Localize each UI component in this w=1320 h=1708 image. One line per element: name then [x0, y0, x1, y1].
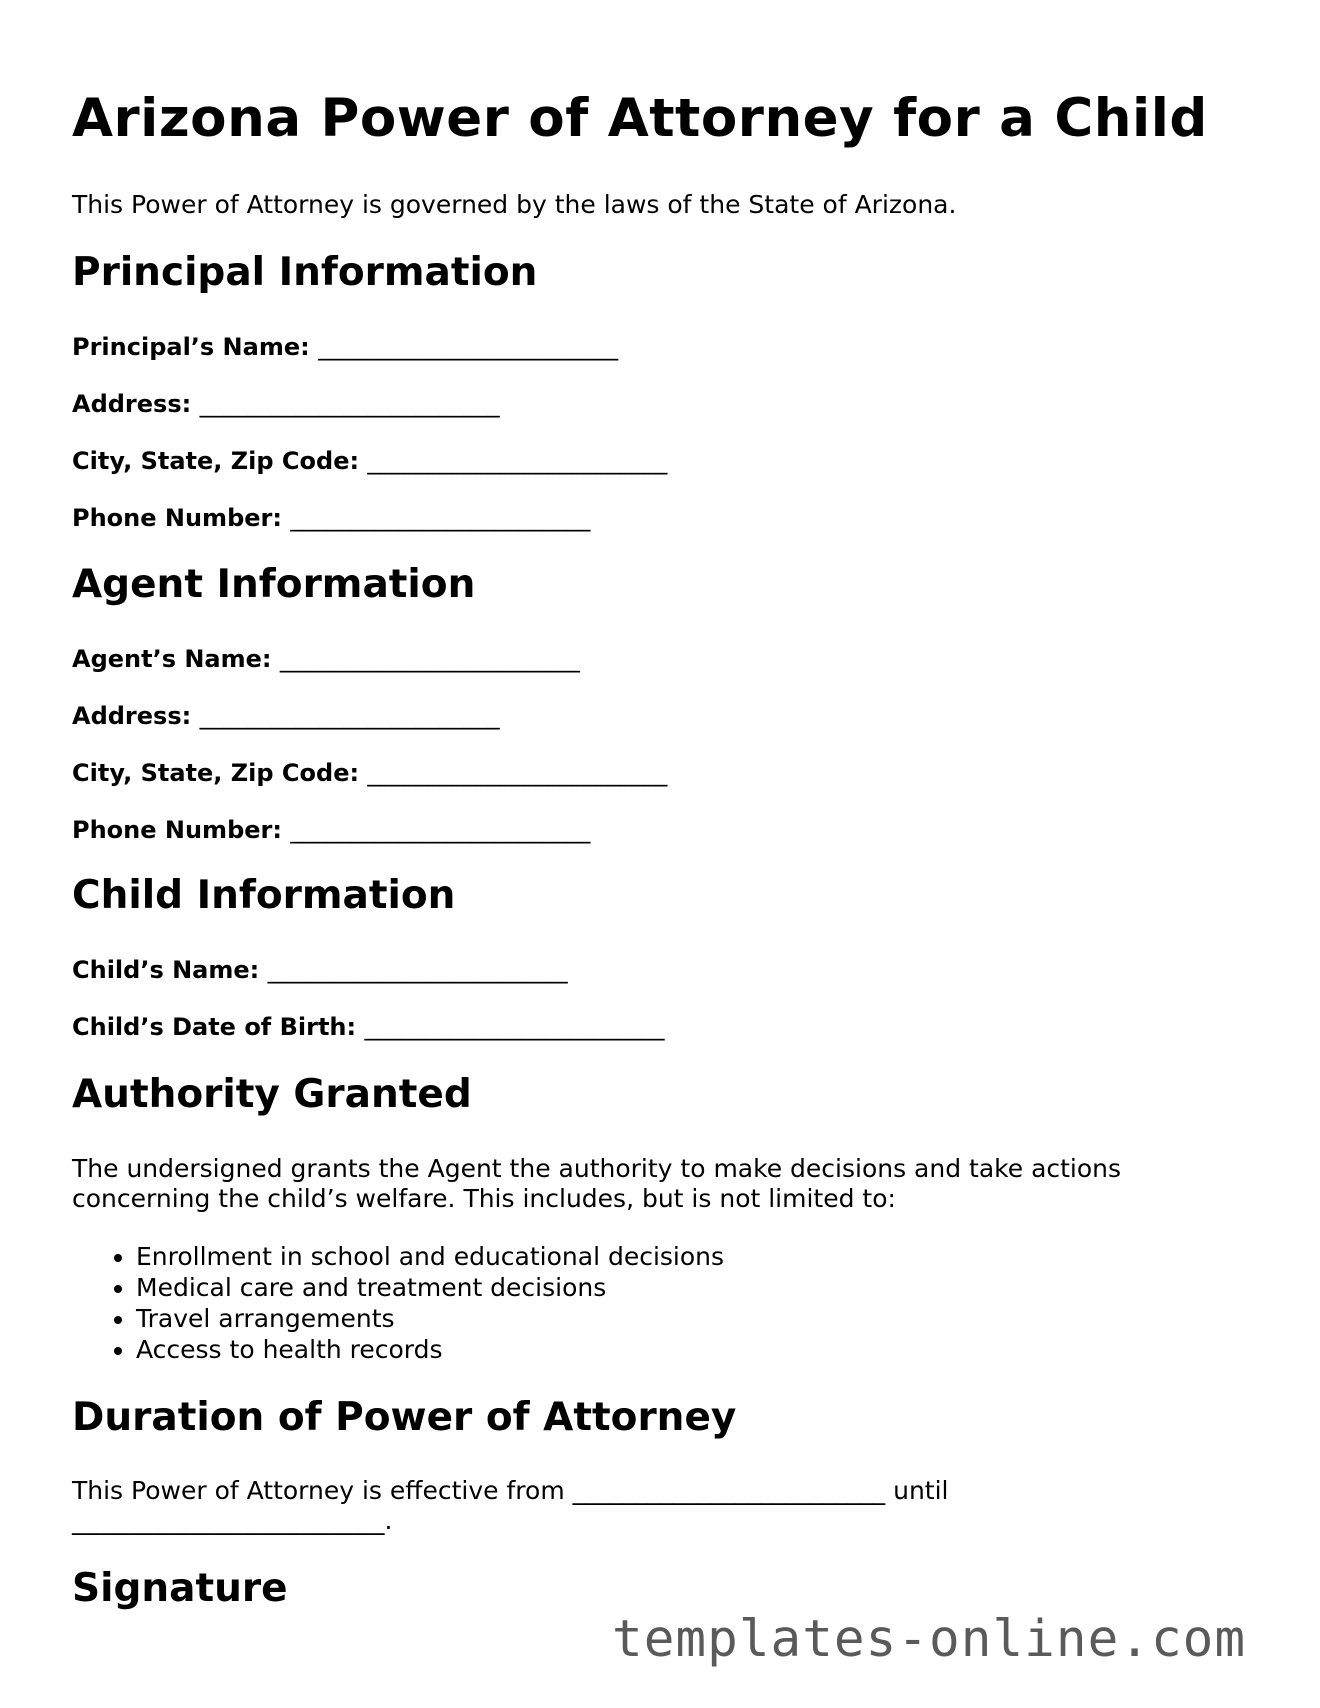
- agent-name-field[interactable]: [72, 645, 580, 673]
- principal-city-blank[interactable]: _________________________: [367, 447, 668, 475]
- list-item: • Enrollment in school and educational decisions: [136, 1241, 724, 1272]
- principal-name-label: Principal’s Name:: [72, 333, 310, 361]
- principal-phone-blank[interactable]: _________________________: [290, 504, 591, 532]
- watermark: templates-online.com: [612, 1610, 1247, 1669]
- child-dob-label: Child’s Date of Birth:: [72, 1013, 357, 1041]
- duration-text-line2: [72, 1506, 392, 1536]
- agent-phone-blank[interactable]: _________________________: [290, 816, 591, 844]
- authority-text-line1: The undersigned grants the Agent the authority to make decisions and take actions: [72, 1154, 1122, 1183]
- principal-address-label: Address:: [72, 390, 192, 418]
- signature-heading: Signature: [72, 1566, 288, 1611]
- duration-heading: Duration of Power of Attorney: [72, 1395, 737, 1440]
- document-title: Arizona Power of Attorney for a Child: [72, 88, 1208, 149]
- duration-end-blank[interactable]: _________________________: [72, 1506, 385, 1535]
- agent-address-blank[interactable]: _________________________: [199, 702, 500, 730]
- principal-name-field[interactable]: [72, 333, 618, 361]
- principal-heading: Principal Information: [72, 250, 538, 295]
- list-item: • Medical care and treatment decisions: [136, 1272, 724, 1303]
- principal-city-label: City, State, Zip Code:: [72, 447, 360, 475]
- child-dob-blank[interactable]: _________________________: [364, 1013, 665, 1041]
- duration-start-blank[interactable]: _________________________: [572, 1476, 886, 1505]
- child-name-field[interactable]: [72, 956, 568, 984]
- duration-text-end: .: [384, 1506, 393, 1535]
- principal-address-field[interactable]: [72, 390, 500, 418]
- principal-phone-label: Phone Number:: [72, 504, 282, 532]
- agent-city-label: City, State, Zip Code:: [72, 759, 360, 787]
- child-name-label: Child’s Name:: [72, 956, 260, 984]
- authority-heading: Authority Granted: [72, 1072, 472, 1117]
- child-name-blank[interactable]: _________________________: [267, 956, 568, 984]
- principal-city-field[interactable]: [72, 447, 667, 475]
- agent-address-label: Address:: [72, 702, 192, 730]
- duration-text-until: until: [893, 1476, 949, 1505]
- principal-phone-field[interactable]: [72, 504, 590, 532]
- duration-text-line1: [72, 1476, 948, 1506]
- agent-phone-field[interactable]: [72, 816, 590, 844]
- agent-address-field[interactable]: [72, 702, 500, 730]
- principal-name-blank[interactable]: _________________________: [318, 333, 619, 361]
- agent-name-label: Agent’s Name:: [72, 645, 272, 673]
- child-dob-field[interactable]: [72, 1013, 664, 1041]
- agent-city-blank[interactable]: _________________________: [367, 759, 668, 787]
- agent-heading: Agent Information: [72, 562, 476, 607]
- list-item: • Travel arrangements: [136, 1303, 724, 1334]
- agent-phone-label: Phone Number:: [72, 816, 282, 844]
- authority-list: [72, 1241, 724, 1365]
- child-heading: Child Information: [72, 873, 456, 918]
- agent-city-field[interactable]: [72, 759, 667, 787]
- duration-text-start: This Power of Attorney is effective from: [72, 1476, 565, 1505]
- intro-text: This Power of Attorney is governed by the laws of the State of Arizona.: [72, 190, 957, 219]
- authority-text-line2: concerning the child’s welfare. This includes, but is not limited to:: [72, 1184, 896, 1213]
- list-item: • Access to health records: [136, 1334, 724, 1365]
- agent-name-blank[interactable]: _________________________: [279, 645, 580, 673]
- principal-address-blank[interactable]: _________________________: [199, 390, 500, 418]
